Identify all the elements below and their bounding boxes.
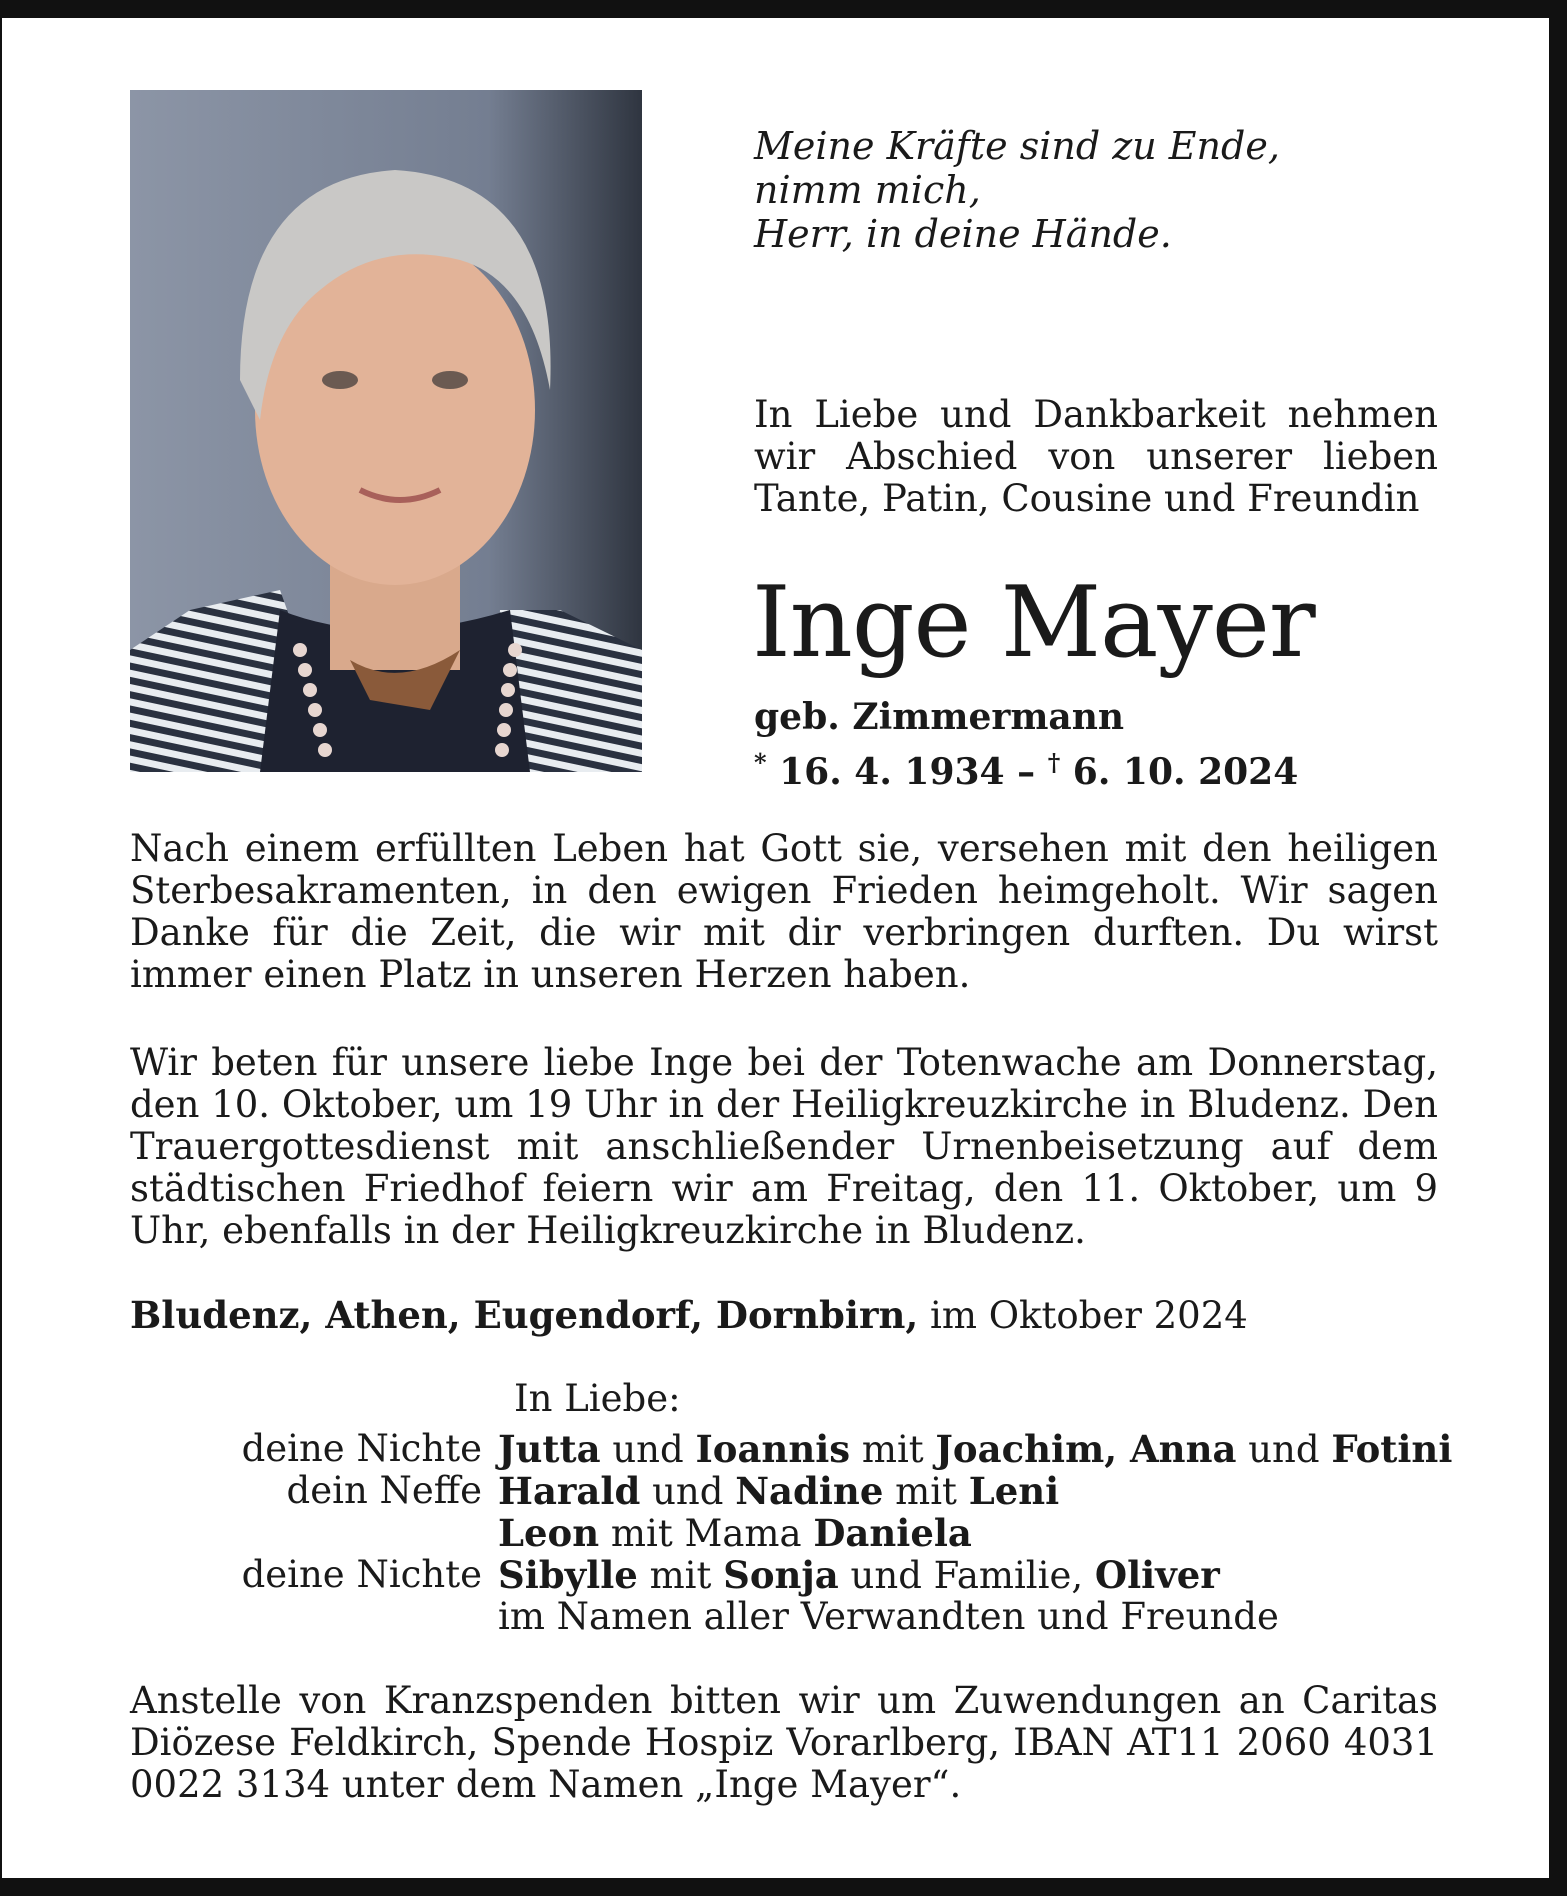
relative-row <box>130 1554 1452 1596</box>
connector-text: und Familie, <box>838 1554 1095 1597</box>
paragraph-funeral: Wir beten für unsere liebe Inge bei der Totenwache am Donnerstag, den 10. Oktober, um 19 Uhr in der Heiligkreuzkirche in Bludenz. Den Trauergottesdienst mit anschließender Urnenbeisetzung auf dem städtischen Friedhof feiern wir am Freitag, den 11. Oktober, um 9 Uhr, ebenfalls in der Heiligkreuzkirche in Bludenz. <box>130 1041 1438 1252</box>
in-love-heading: In Liebe: <box>514 1377 681 1420</box>
relative-names <box>498 1512 972 1554</box>
relative-name: Daniela <box>813 1511 972 1555</box>
connector-text: mit <box>637 1554 724 1597</box>
relative-name: Jutta <box>498 1427 601 1471</box>
relative-name: Ioannis <box>695 1427 851 1471</box>
relatives-list <box>130 1428 1452 1638</box>
closing-line: im Namen aller Verwandten und Freunde <box>498 1595 1279 1638</box>
birth-symbol: * <box>754 748 767 777</box>
relation-label: deine Nichte <box>241 1427 482 1470</box>
death-date: 6. 10. 2024 <box>1072 751 1299 793</box>
portrait-photo <box>130 90 642 772</box>
birth-name: geb. Zimmermann <box>754 696 1125 738</box>
portrait-illustration <box>130 90 642 772</box>
relative-row <box>130 1470 1452 1512</box>
paragraph-life: Nach einem erfüllten Leben hat Gott sie, versehen mit den heiligen Sterbesakramenten, in den ewigen Frieden heimgeholt. Wir sagen Danke für die Zeit, die wir mit dir verbringen durften. Du wirst immer einen Platz in unseren Herzen haben. <box>130 827 1438 996</box>
connector-text: und <box>600 1428 696 1471</box>
relation-label-empty <box>130 1512 498 1554</box>
connector-text: und <box>640 1470 736 1513</box>
date-separator: – <box>1017 751 1036 793</box>
relative-name: Leni <box>968 1469 1060 1513</box>
verse-line: Meine Kräfte sind zu Ende, <box>754 124 1280 168</box>
relative-row <box>130 1428 1452 1470</box>
relation-label-empty <box>130 1596 498 1638</box>
relative-name: Oliver <box>1094 1553 1220 1597</box>
relative-row <box>130 1512 1452 1554</box>
relative-name: Sibylle <box>498 1553 638 1597</box>
paragraph-donation: Anstelle von Kranzspenden bitten wir um Zuwendungen an Caritas Diözese Feldkirch, Spende Hospiz Vorarlberg, IBAN AT11 2060 4031 0022 3134 unter dem Namen „Inge Mayer“. <box>130 1679 1438 1806</box>
deceased-name: Inge Mayer <box>752 566 1315 680</box>
place-date: im Oktober 2024 <box>930 1294 1248 1337</box>
relative-name: Joachim, Anna <box>935 1427 1237 1471</box>
death-symbol: † <box>1047 748 1061 777</box>
intro-text: In Liebe und Dankbarkeit nehmen wir Abschied von unserer lieben Tante, Patin, Cousine und Freundin <box>754 393 1438 520</box>
relative-names <box>498 1554 1220 1596</box>
relative-names <box>498 1428 1452 1470</box>
place-date-line <box>130 1294 1248 1337</box>
relative-name: Nadine <box>735 1469 884 1513</box>
relative-name: Sonja <box>723 1553 839 1597</box>
relative-name: Fotini <box>1331 1427 1453 1471</box>
verse <box>754 124 1280 256</box>
life-dates <box>754 742 1298 793</box>
relation-label: deine Nichte <box>241 1553 482 1596</box>
relative-name: Leon <box>498 1511 600 1555</box>
connector-text: mit <box>883 1470 969 1513</box>
relative-name: Harald <box>498 1469 641 1513</box>
verse-line: nimm mich, <box>754 168 981 212</box>
relative-row <box>130 1596 1452 1638</box>
place-cities: Bludenz, Athen, Eugendorf, Dornbirn, <box>130 1293 919 1337</box>
connector-text: mit Mama <box>599 1512 814 1555</box>
birth-date: 16. 4. 1934 <box>779 751 1005 793</box>
verse-line: Herr, in deine Hände. <box>754 212 1172 256</box>
connector-text: und <box>1236 1428 1332 1471</box>
relation-label: dein Neffe <box>286 1469 482 1512</box>
connector-text: mit <box>850 1428 936 1471</box>
relative-names <box>498 1470 1059 1512</box>
